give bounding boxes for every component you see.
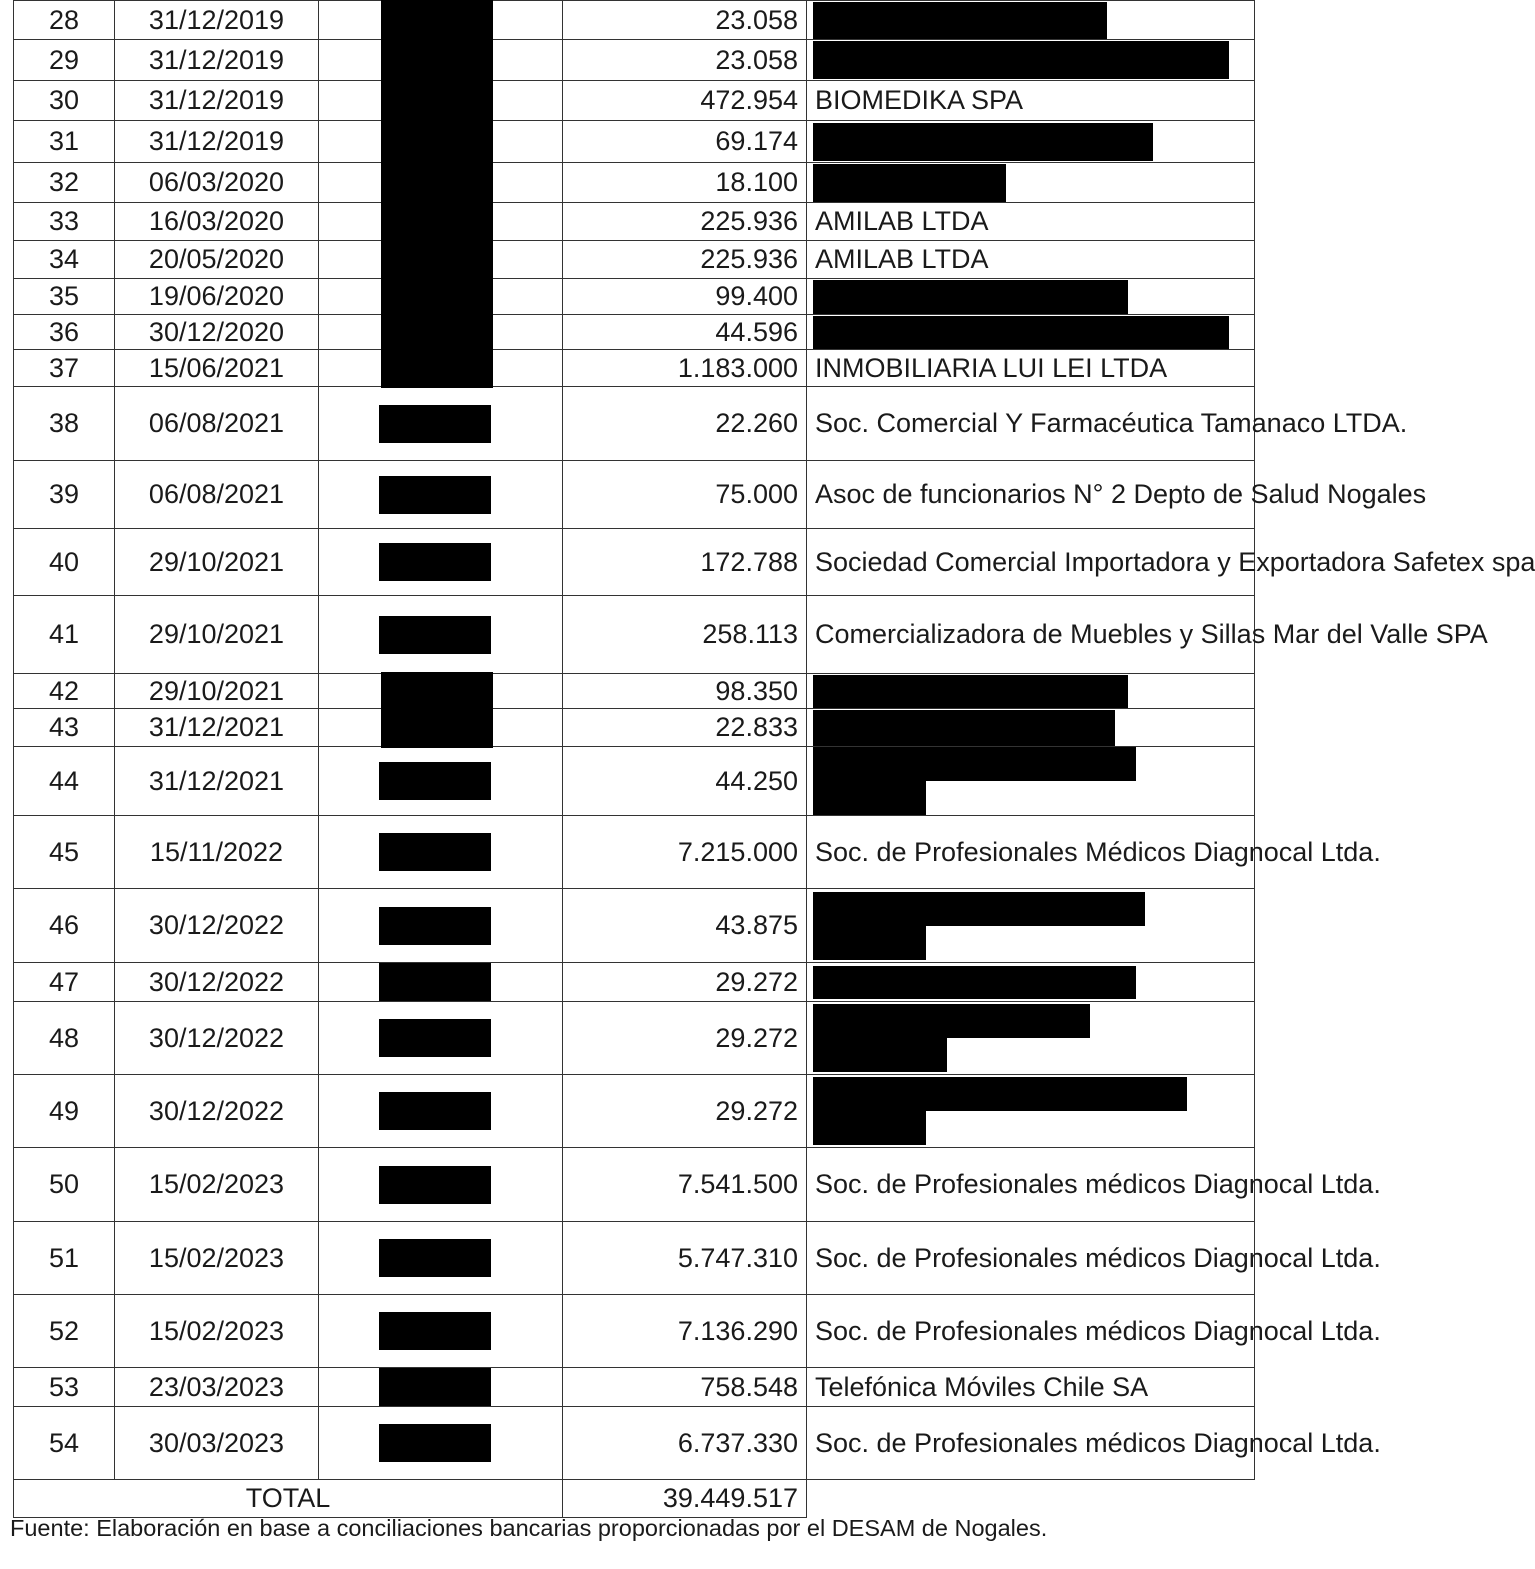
row-provider	[807, 963, 1255, 1002]
row-date: 30/12/2022	[115, 1075, 319, 1148]
table-body	[14, 1, 1535, 1480]
row-number: 42	[14, 674, 115, 709]
row-provider: BIOMEDIKA SPA	[807, 81, 1255, 121]
row-provider: Soc. de Profesionales médicos Diagnocal Ltda.	[807, 1222, 1255, 1295]
redaction-block	[813, 2, 1107, 39]
redacted-reference	[319, 963, 563, 1002]
redaction-block	[381, 38, 493, 82]
redacted-reference	[319, 889, 563, 963]
table-row	[14, 279, 1255, 315]
redacted-reference	[319, 461, 563, 529]
row-provider	[807, 747, 1255, 816]
redaction-block	[813, 892, 1145, 926]
row-amount: 6.737.330	[563, 1407, 807, 1480]
redacted-reference	[319, 1295, 563, 1368]
row-provider: INMOBILIARIA LUI LEI LTDA	[807, 350, 1255, 387]
table-row	[14, 889, 1255, 963]
redacted-reference	[319, 350, 563, 387]
row-provider	[807, 315, 1255, 350]
row-date: 30/03/2023	[115, 1407, 319, 1480]
table-row	[14, 387, 1255, 461]
redacted-reference	[319, 529, 563, 596]
table-row	[14, 1148, 1255, 1222]
row-date: 19/06/2020	[115, 279, 319, 315]
redaction-block	[381, 313, 493, 351]
redacted-reference	[319, 1002, 563, 1075]
redaction-block	[381, 201, 493, 242]
table-row	[14, 315, 1255, 350]
redacted-reference	[319, 81, 563, 121]
redacted-reference	[319, 674, 563, 709]
redaction-block	[813, 1077, 1187, 1111]
redaction-block	[379, 543, 491, 581]
row-amount: 472.954	[563, 81, 807, 121]
row-provider	[807, 709, 1255, 747]
row-number: 33	[14, 203, 115, 241]
table-row	[14, 461, 1255, 529]
table-row	[14, 963, 1255, 1002]
redaction-block	[381, 348, 493, 388]
row-amount: 44.250	[563, 747, 807, 816]
row-provider: Comercializadora de Muebles y Sillas Mar del Valle SPA	[807, 596, 1255, 674]
row-provider	[807, 163, 1255, 203]
table-row	[14, 709, 1255, 747]
table-row	[14, 747, 1255, 816]
row-provider	[807, 121, 1255, 163]
row-amount: 69.174	[563, 121, 807, 163]
row-number: 45	[14, 816, 115, 889]
row-amount: 43.875	[563, 889, 807, 963]
redaction-block	[813, 280, 1128, 314]
redaction-block	[813, 41, 1229, 79]
redaction-block	[379, 616, 491, 654]
row-date: 30/12/2020	[115, 315, 319, 350]
table-row	[14, 40, 1255, 81]
row-amount: 99.400	[563, 279, 807, 315]
row-amount: 23.058	[563, 40, 807, 81]
redaction-block	[379, 907, 491, 945]
redacted-reference	[319, 241, 563, 279]
redaction-block	[381, 161, 493, 204]
row-amount: 98.350	[563, 674, 807, 709]
row-date: 15/11/2022	[115, 816, 319, 889]
redaction-block	[379, 1019, 491, 1057]
table-row	[14, 121, 1255, 163]
row-date: 31/12/2019	[115, 1, 319, 40]
redacted-reference	[319, 279, 563, 315]
row-number: 36	[14, 315, 115, 350]
row-number: 34	[14, 241, 115, 279]
redaction-block	[379, 1368, 491, 1406]
source-note: Fuente: Elaboración en base a conciliaciones bancarias proporcionadas por el DESAM de Nogales.	[10, 1515, 1048, 1541]
table-row	[14, 1002, 1255, 1075]
redaction-block	[379, 1166, 491, 1204]
row-date: 15/02/2023	[115, 1148, 319, 1222]
redacted-reference	[319, 1368, 563, 1407]
row-amount: 7.136.290	[563, 1295, 807, 1368]
row-date: 06/08/2021	[115, 461, 319, 529]
row-number: 32	[14, 163, 115, 203]
row-date: 31/12/2019	[115, 40, 319, 81]
redaction-block	[813, 123, 1153, 161]
redaction-block	[379, 1312, 491, 1350]
redacted-reference	[319, 1407, 563, 1480]
row-amount: 18.100	[563, 163, 807, 203]
table-row	[14, 1295, 1255, 1368]
row-number: 52	[14, 1295, 115, 1368]
redacted-reference	[319, 709, 563, 747]
row-number: 51	[14, 1222, 115, 1295]
redaction-block	[813, 926, 926, 960]
total-value: 39.449.517	[563, 1480, 807, 1518]
row-provider	[807, 279, 1255, 315]
row-date: 20/05/2020	[115, 241, 319, 279]
row-number: 40	[14, 529, 115, 596]
row-date: 31/12/2019	[115, 81, 319, 121]
row-amount: 5.747.310	[563, 1222, 807, 1295]
row-date: 30/12/2022	[115, 889, 319, 963]
redaction-block	[381, 79, 493, 122]
row-amount: 258.113	[563, 596, 807, 674]
redaction-block	[379, 476, 491, 514]
row-number: 49	[14, 1075, 115, 1148]
redaction-block	[813, 781, 926, 815]
reconciliation-table	[13, 0, 1535, 1518]
row-provider: Soc. de Profesionales médicos Diagnocal Ltda.	[807, 1407, 1255, 1480]
row-number: 41	[14, 596, 115, 674]
table-row	[14, 1368, 1255, 1407]
row-number: 39	[14, 461, 115, 529]
redacted-reference	[319, 1075, 563, 1148]
redacted-reference	[319, 747, 563, 816]
redacted-reference	[319, 121, 563, 163]
row-provider: Soc. Comercial Y Farmacéutica Tamanaco LTDA.	[807, 387, 1255, 461]
row-date: 30/12/2022	[115, 963, 319, 1002]
redaction-block	[381, 0, 493, 41]
redaction-block	[813, 1038, 947, 1072]
redaction-block	[813, 1111, 926, 1145]
row-amount: 29.272	[563, 1075, 807, 1148]
table-row	[14, 203, 1255, 241]
redacted-reference	[319, 596, 563, 674]
row-amount: 1.183.000	[563, 350, 807, 387]
row-number: 28	[14, 1, 115, 40]
row-number: 47	[14, 963, 115, 1002]
redacted-reference	[319, 40, 563, 81]
row-date: 31/12/2019	[115, 121, 319, 163]
redaction-block	[813, 966, 1136, 999]
table-row	[14, 241, 1255, 279]
row-amount: 29.272	[563, 963, 807, 1002]
table-row	[14, 350, 1255, 387]
row-provider	[807, 1075, 1255, 1148]
row-number: 30	[14, 81, 115, 121]
redacted-reference	[319, 315, 563, 350]
row-amount: 225.936	[563, 241, 807, 279]
row-provider	[807, 40, 1255, 81]
row-date: 31/12/2021	[115, 747, 319, 816]
row-date: 06/03/2020	[115, 163, 319, 203]
row-date: 15/06/2021	[115, 350, 319, 387]
redaction-block	[381, 707, 493, 748]
redaction-block	[813, 747, 1136, 781]
row-provider	[807, 1002, 1255, 1075]
row-number: 35	[14, 279, 115, 315]
row-provider	[807, 1, 1255, 40]
row-date: 23/03/2023	[115, 1368, 319, 1407]
redaction-block	[379, 1424, 491, 1462]
row-provider	[807, 674, 1255, 709]
row-date: 15/02/2023	[115, 1295, 319, 1368]
row-number: 46	[14, 889, 115, 963]
row-provider: Sociedad Comercial Importadora y Exportadora Safetex spa	[807, 529, 1255, 596]
row-number: 43	[14, 709, 115, 747]
redaction-block	[813, 1004, 1090, 1038]
row-amount: 23.058	[563, 1, 807, 40]
total-label: TOTAL	[14, 1480, 563, 1518]
redaction-block	[381, 672, 493, 710]
row-provider: AMILAB LTDA	[807, 241, 1255, 279]
row-date: 06/08/2021	[115, 387, 319, 461]
redaction-block	[813, 710, 1115, 746]
row-date: 16/03/2020	[115, 203, 319, 241]
redaction-block	[379, 963, 491, 1001]
redaction-block	[379, 833, 491, 871]
row-number: 38	[14, 387, 115, 461]
row-number: 50	[14, 1148, 115, 1222]
row-provider: AMILAB LTDA	[807, 203, 1255, 241]
row-date: 31/12/2021	[115, 709, 319, 747]
redaction-block	[813, 164, 1006, 202]
table-row	[14, 81, 1255, 121]
table-row	[14, 596, 1255, 674]
row-provider	[807, 889, 1255, 963]
redacted-reference	[319, 203, 563, 241]
row-amount: 75.000	[563, 461, 807, 529]
row-number: 31	[14, 121, 115, 163]
row-number: 53	[14, 1368, 115, 1407]
redaction-block	[381, 277, 493, 316]
redaction-block	[379, 1092, 491, 1130]
table-row	[14, 529, 1255, 596]
redaction-block	[379, 1239, 491, 1277]
row-amount: 758.548	[563, 1368, 807, 1407]
row-date: 29/10/2021	[115, 529, 319, 596]
table-row	[14, 163, 1255, 203]
redacted-reference	[319, 1, 563, 40]
row-provider: Telefónica Móviles Chile SA	[807, 1368, 1255, 1407]
row-amount: 22.260	[563, 387, 807, 461]
redaction-block	[379, 405, 491, 443]
redaction-block	[379, 762, 491, 800]
row-amount: 29.272	[563, 1002, 807, 1075]
row-provider: Soc. de Profesionales Médicos Diagnocal Ltda.	[807, 816, 1255, 889]
row-number: 29	[14, 40, 115, 81]
redacted-reference	[319, 163, 563, 203]
row-provider: Soc. de Profesionales médicos Diagnocal Ltda.	[807, 1148, 1255, 1222]
row-date: 30/12/2022	[115, 1002, 319, 1075]
row-number: 37	[14, 350, 115, 387]
redaction-block	[381, 239, 493, 280]
table-row	[14, 1, 1255, 40]
table-row	[14, 816, 1255, 889]
row-amount: 44.596	[563, 315, 807, 350]
row-amount: 7.541.500	[563, 1148, 807, 1222]
row-amount: 225.936	[563, 203, 807, 241]
redaction-block	[813, 316, 1229, 349]
redaction-block	[813, 675, 1128, 708]
row-amount: 172.788	[563, 529, 807, 596]
redacted-reference	[319, 816, 563, 889]
table-row	[14, 1075, 1255, 1148]
row-date: 15/02/2023	[115, 1222, 319, 1295]
row-provider: Asoc de funcionarios N° 2 Depto de Salud Nogales	[807, 461, 1255, 529]
redacted-reference	[319, 387, 563, 461]
redacted-reference	[319, 1222, 563, 1295]
table-row	[14, 1222, 1255, 1295]
row-amount: 22.833	[563, 709, 807, 747]
row-provider: Soc. de Profesionales médicos Diagnocal Ltda.	[807, 1295, 1255, 1368]
redaction-block	[381, 119, 493, 164]
row-number: 54	[14, 1407, 115, 1480]
row-number: 48	[14, 1002, 115, 1075]
row-number: 44	[14, 747, 115, 816]
table-row	[14, 674, 1255, 709]
row-date: 29/10/2021	[115, 674, 319, 709]
redacted-reference	[319, 1148, 563, 1222]
row-amount: 7.215.000	[563, 816, 807, 889]
row-date: 29/10/2021	[115, 596, 319, 674]
table-row	[14, 1407, 1255, 1480]
